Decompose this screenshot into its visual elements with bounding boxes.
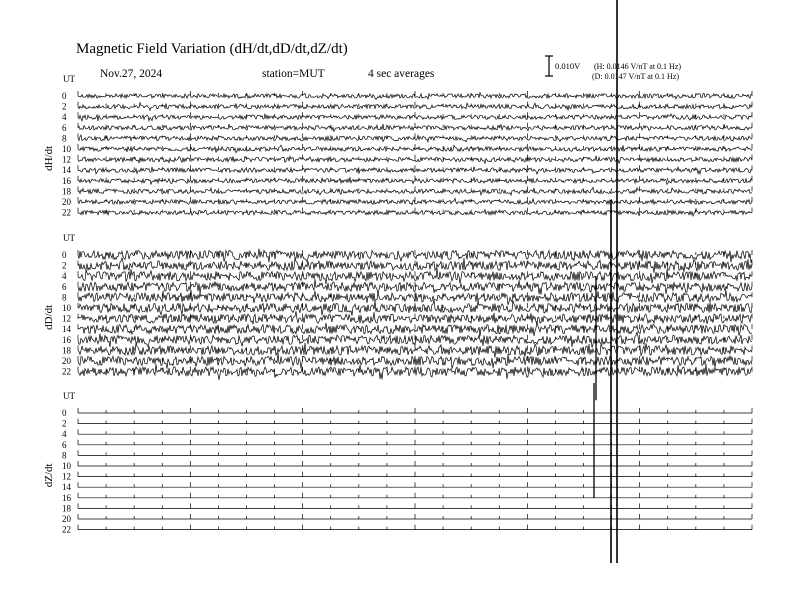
row-label: 14	[62, 324, 71, 335]
chart-title: Magnetic Field Variation (dH/dt,dD/dt,dZ/dt)	[76, 41, 348, 57]
row-label: 0	[62, 408, 67, 418]
row-label: 20	[62, 514, 71, 524]
panels-group	[43, 74, 752, 535]
row-label: 22	[62, 524, 71, 535]
row-label: 0	[62, 250, 67, 260]
trace-line	[78, 364, 752, 380]
scale-bar	[545, 56, 681, 81]
row-label: 0	[62, 91, 67, 101]
station-label: station=MUT	[262, 68, 325, 80]
row-label: 8	[62, 292, 67, 303]
row-label: 6	[62, 281, 67, 292]
row-label: 20	[62, 356, 71, 366]
row-label: 22	[62, 207, 71, 218]
row-label: 14	[62, 165, 71, 176]
time-axis-label: UT	[63, 391, 75, 401]
panel-ylabel: dH/dt	[43, 145, 55, 171]
row-label: 12	[62, 313, 71, 324]
row-label: 16	[62, 492, 71, 503]
row-label: 4	[62, 429, 67, 440]
row-label: 22	[62, 366, 71, 377]
averaging-label: 4 sec averages	[368, 68, 435, 80]
row-label: 8	[62, 133, 67, 144]
time-axis-label: UT	[63, 74, 75, 84]
panel-ylabel: dZ/dt	[43, 463, 55, 488]
row-label: 16	[62, 334, 71, 345]
row-label: 12	[62, 471, 71, 482]
scale-bar-d-note: (D: 0.0147 V/nT at 0.1 Hz)	[592, 72, 680, 81]
row-label: 14	[62, 482, 71, 493]
panel-1	[43, 74, 752, 218]
row-label: 16	[62, 175, 71, 186]
row-label: 8	[62, 450, 67, 461]
panel-2	[43, 233, 752, 400]
date-label: Nov.27, 2024	[100, 68, 163, 80]
row-label: 6	[62, 439, 67, 450]
row-label: 12	[62, 154, 71, 165]
row-label: 18	[62, 503, 71, 514]
row-label: 4	[62, 112, 67, 123]
row-label: 2	[62, 101, 67, 112]
row-label: 10	[62, 461, 71, 471]
row-label: 4	[62, 271, 67, 282]
row-label: 20	[62, 197, 71, 207]
row-label: 2	[62, 418, 67, 429]
row-label: 10	[62, 303, 71, 313]
row-label: 6	[62, 122, 67, 133]
row-label: 18	[62, 186, 71, 197]
row-label: 2	[62, 260, 67, 271]
row-label: 10	[62, 144, 71, 154]
time-axis-label: UT	[63, 233, 75, 243]
row-label: 18	[62, 345, 71, 356]
panel-3	[43, 383, 752, 535]
panel-ylabel: dD/dt	[43, 304, 55, 330]
scale-bar-h-note: (H: 0.0146 V/nT at 0.1 Hz)	[594, 62, 682, 71]
scale-bar-label: 0.010V	[555, 61, 581, 71]
